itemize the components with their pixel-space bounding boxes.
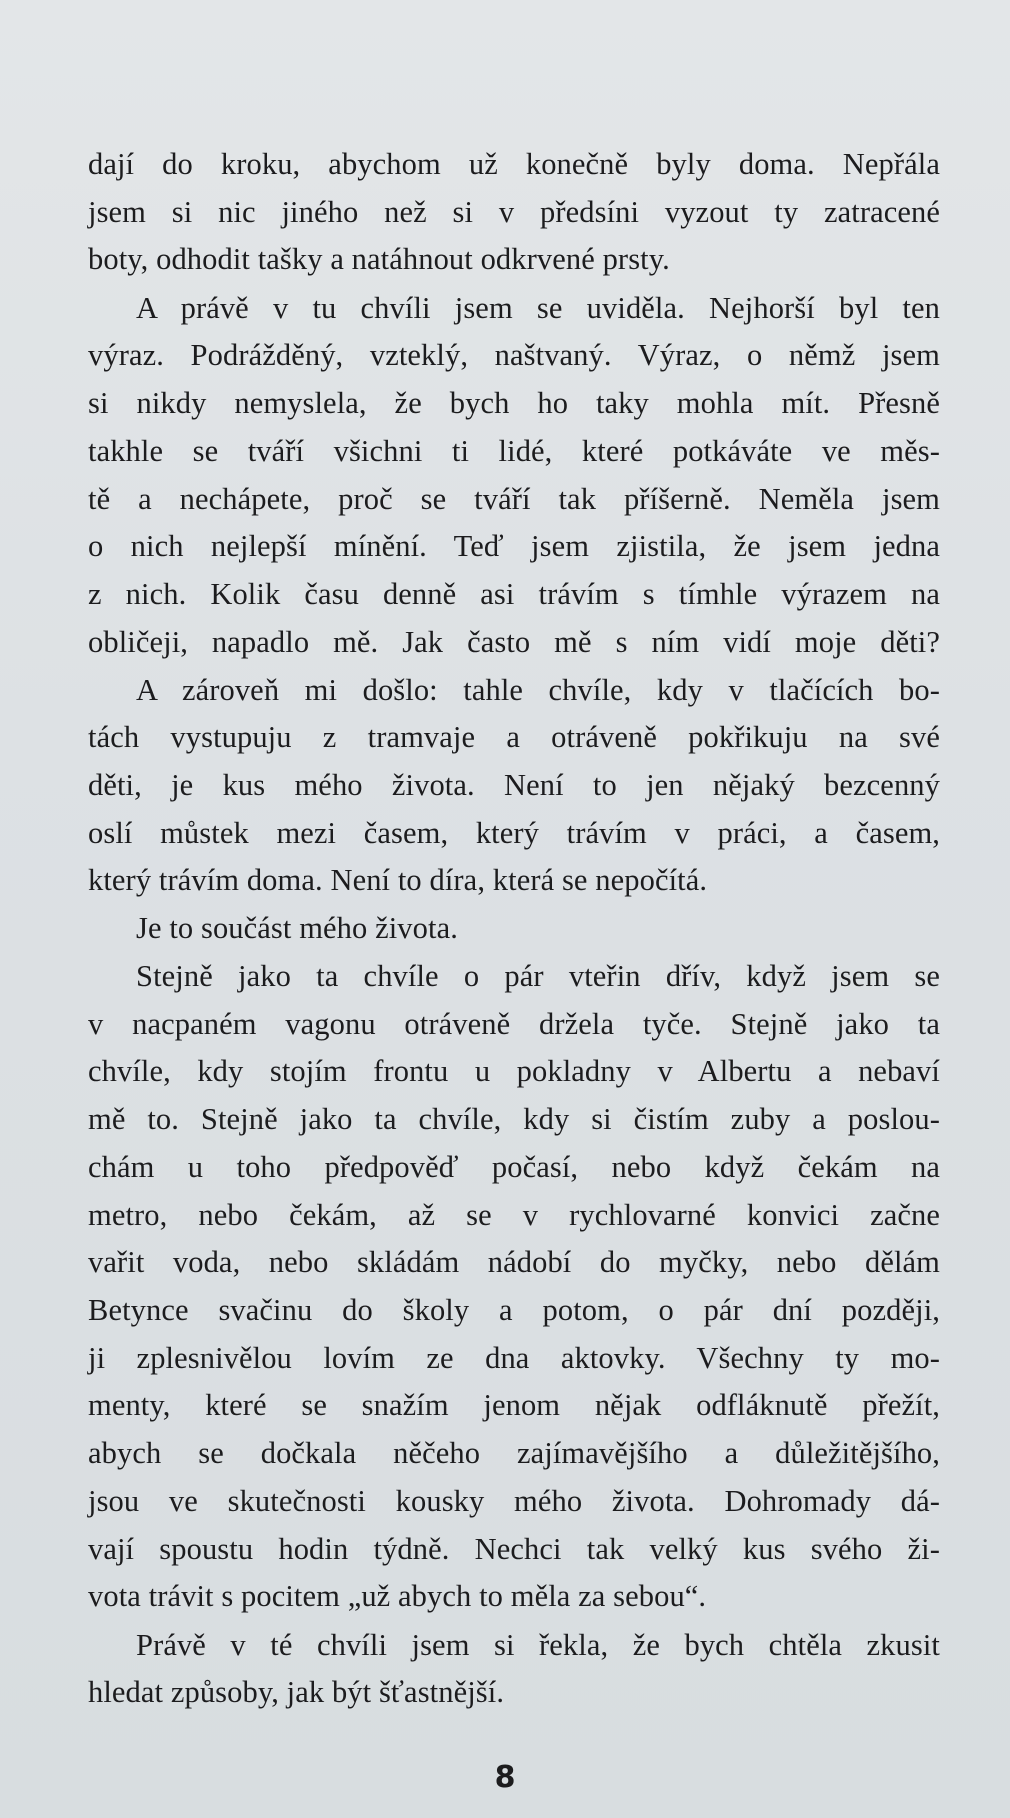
- text-line: mě to. Stejně jako ta chvíle, kdy si čistím zuby a poslou-: [88, 1102, 940, 1136]
- text-line: tách vystupuju z tramvaje a otráveně pokřikuju na své: [88, 720, 940, 754]
- text-line: takhle se tváří všichni ti lidé, které potkáváte ve měs-: [88, 434, 940, 468]
- text-line: Právě v té chvíli jsem si řekla, že bych chtěla zkusit: [136, 1628, 940, 1662]
- text-line: boty, odhodit tašky a natáhnout odkrvené prsty.: [88, 242, 670, 276]
- text-line: hledat způsoby, jak být šťastnější.: [88, 1675, 505, 1709]
- text-line: chvíle, kdy stojím frontu u pokladny v Albertu a nebaví: [88, 1054, 940, 1088]
- text-line: Stejně jako ta chvíle o pár vteřin dřív, když jsem se: [136, 959, 940, 993]
- text-line: menty, které se snažím jenom nějak odfláknutě přežít,: [88, 1388, 940, 1422]
- text-line: který trávím doma. Není to díra, která se nepočítá.: [88, 863, 708, 897]
- text-line: metro, nebo čekám, až se v rychlovarné konvici začne: [88, 1198, 940, 1232]
- text-line: ji zplesnivělou lovím ze dna aktovky. Všechny ty mo-: [88, 1341, 940, 1375]
- page-number: 8: [494, 1760, 516, 1795]
- text-line: jsou ve skutečnosti kousky mého života. Dohromady dá-: [88, 1484, 940, 1518]
- text-line: vají spoustu hodin týdně. Nechci tak velký kus svého ži-: [88, 1532, 940, 1566]
- text-line: z nich. Kolik času denně asi trávím s tímhle výrazem na: [88, 577, 940, 611]
- text-line: si nikdy nemyslela, že bych ho taky mohla mít. Přesně: [88, 386, 940, 420]
- text-line: oslí můstek mezi časem, který trávím v práci, a časem,: [88, 816, 940, 850]
- text-line: vařit voda, nebo skládám nádobí do myčky, nebo dělám: [88, 1245, 940, 1279]
- text-line: A zároveň mi došlo: tahle chvíle, kdy v tlačících bo-: [136, 673, 940, 707]
- text-line: Je to součást mého života.: [136, 911, 458, 945]
- text-line: obličeji, napadlo mě. Jak často mě s ním vidí moje děti?: [88, 625, 940, 659]
- text-line: abych se dočkala něčeho zajímavějšího a důležitějšího,: [88, 1436, 940, 1470]
- text-line: v nacpaném vagonu otráveně držela tyče. Stejně jako ta: [88, 1007, 940, 1041]
- text-line: dají do kroku, abychom už konečně byly doma. Nepřála: [88, 147, 940, 181]
- text-line: jsem si nic jiného než si v předsíni vyzout ty zatracené: [88, 195, 940, 229]
- text-line: tě a nechápete, proč se tváří tak příšerně. Neměla jsem: [88, 482, 940, 516]
- text-line: Betynce svačinu do školy a potom, o pár dní později,: [88, 1293, 940, 1327]
- text-line: děti, je kus mého života. Není to jen nějaký bezcenný: [88, 768, 940, 802]
- text-line: výraz. Podrážděný, vzteklý, naštvaný. Výraz, o němž jsem: [88, 338, 940, 372]
- text-line: vota trávit s pocitem „už abych to měla za sebou“.: [88, 1579, 707, 1613]
- text-line: A právě v tu chvíli jsem se uviděla. Nejhorší byl ten: [136, 291, 940, 325]
- text-line: chám u toho předpověď počasí, nebo když čekám na: [88, 1150, 940, 1184]
- text-line: o nich nejlepší mínění. Teď jsem zjistila, že jsem jedna: [88, 529, 940, 563]
